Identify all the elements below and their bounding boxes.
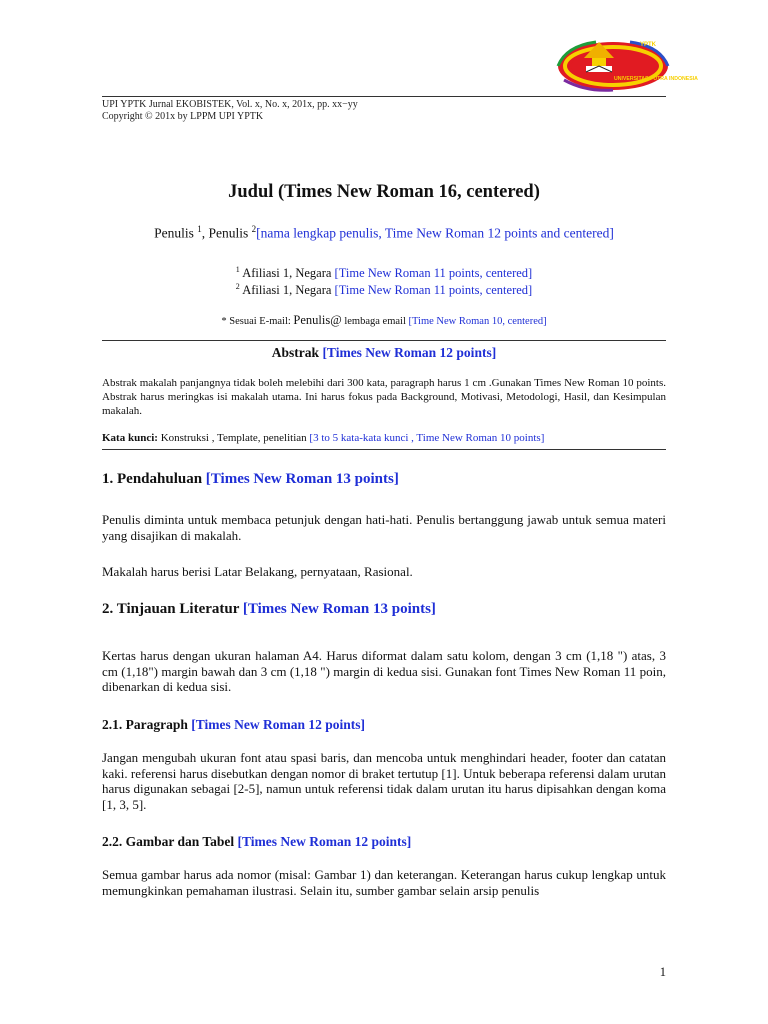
author-1-sup: 1 <box>197 224 202 234</box>
section-2-title: 2. Tinjauan Literatur <box>102 601 243 617</box>
section-2-2-heading <box>102 834 411 850</box>
copyright-line: Copyright © 201x by LPPM UPI YPTK <box>102 111 264 122</box>
section-1-note: [Times New Roman 13 points] <box>205 471 399 487</box>
email-suffix: lembaga email <box>341 316 409 327</box>
email-prefix: * Sesuai E-mail: <box>221 316 294 327</box>
section-1-paragraph-1: Penulis diminta untuk membaca petunjuk dengan hati-hati. Penulis bertanggung jawab untuk semua materi yang disajikan di makalah. <box>102 512 666 543</box>
keywords-line <box>102 432 666 444</box>
section-2-1-paragraph-1: Jangan mengubah ukuran font atau spasi baris, dan mencoba untuk menghindari header, footer dan catatan kaki. referensi harus disebutkan dengan nomor di braket tertutup [1]. Untuk beberapa referensi dalam urutan harus digunakan sebagai [2-5], namun untuk referensi tidak dalam urutan itu harus dipisahkan dengan koma [1, 3, 5]. <box>102 750 666 812</box>
page-title: Judul (Times New Roman 16, centered) <box>228 182 540 202</box>
section-2-paragraph-1: Kertas harus dengan ukuran halaman A4. Harus diformat dalam satu kolom, dengan 3 cm (1,18 ") atas, 3 cm (1,18") margin bawah dan 3 cm (1,18 ") margin di kedua sisi. Gunakan font Times New Roman 11 poin, dibenarkan di kedua sisi. <box>102 648 666 694</box>
authors-note: [nama lengkap penulis, Time New Roman 12 points and centered] <box>256 225 614 241</box>
affiliation-2-text: Afiliasi 1, Negara <box>239 283 335 298</box>
affiliation-1-note: [Time New Roman 11 points, centered] <box>334 266 533 281</box>
abstract-heading <box>0 345 768 361</box>
author-2: , Penulis <box>201 225 252 241</box>
journal-line: UPI YPTK Jurnal EKOBISTEK, Vol. x, No. x, 201x, pp. xx−yy <box>102 99 358 110</box>
email-name: Penulis@ <box>293 313 342 327</box>
abstract-bottom-rule <box>102 449 666 450</box>
section-2-2-note: [Times New Roman 12 points] <box>237 834 412 849</box>
header-rule <box>102 96 666 97</box>
affiliation-2 <box>0 282 768 298</box>
section-2-1-note: [Times New Roman 12 points] <box>191 717 366 732</box>
keywords-note: [3 to 5 kata-kata kunci , Time New Roman 10 points] <box>309 432 545 444</box>
email-note: [Time New Roman 10, centered] <box>408 316 547 327</box>
abstract-heading-note: [Times New Roman 12 points] <box>322 345 497 360</box>
section-1-title: 1. Pendahuluan <box>102 471 206 487</box>
affiliation-1-text: Afiliasi 1, Negara <box>239 266 335 281</box>
affiliation-2-sup: 2 <box>235 282 240 291</box>
section-2-note: [Times New Roman 13 points] <box>242 601 436 617</box>
section-1-heading <box>102 471 399 488</box>
page-number: 1 <box>659 965 666 979</box>
abstract-heading-label: Abstrak <box>271 345 323 360</box>
section-2-heading <box>102 601 436 618</box>
author-2-sup: 2 <box>251 224 257 234</box>
section-2-2-paragraph-1: Semua gambar harus ada nomor (misal: Gambar 1) dan keterangan. Keterangan harus cukup lengkap untuk memungkinkan pemahaman ilustrasi. Selain itu, sumber gambar selain arsip penulis <box>102 867 666 898</box>
email-line <box>0 313 768 328</box>
author-1: Penulis <box>154 225 198 241</box>
section-1-paragraph-2: Makalah harus berisi Latar Belakang, pernyataan, Rasional. <box>102 564 413 579</box>
logo-text: UNIVERSITAS PUTRA INDONESIA <box>614 76 698 82</box>
affiliation-1-sup: 1 <box>235 265 240 274</box>
section-2-2-title: 2.2. Gambar dan Tabel <box>102 834 238 849</box>
section-2-1-title: 2.1. Paragraph <box>102 717 192 732</box>
affiliation-1 <box>0 265 768 281</box>
authors-line <box>0 224 768 242</box>
abstract-body: Abstrak makalah panjangnya tidak boleh melebihi dari 300 kata, paragraph harus 1 cm .Gunakan Times New Roman 10 points. Abstrak harus meringkas isi makalah utama. Ini harus fokus pada Background, Motivasi, Metodologi, Hasil, dan Kesimpulan makalah. <box>102 377 666 417</box>
logo-top-text: YPTK <box>640 42 657 48</box>
affiliation-2-note: [Time New Roman 11 points, centered] <box>334 283 533 298</box>
abstract-top-rule <box>102 340 666 341</box>
keywords-label: Kata kunci: <box>102 432 158 444</box>
section-2-1-heading <box>102 717 365 733</box>
keywords-text: Konstruksi , Template, penelitian <box>157 432 310 444</box>
university-logo <box>556 36 698 92</box>
